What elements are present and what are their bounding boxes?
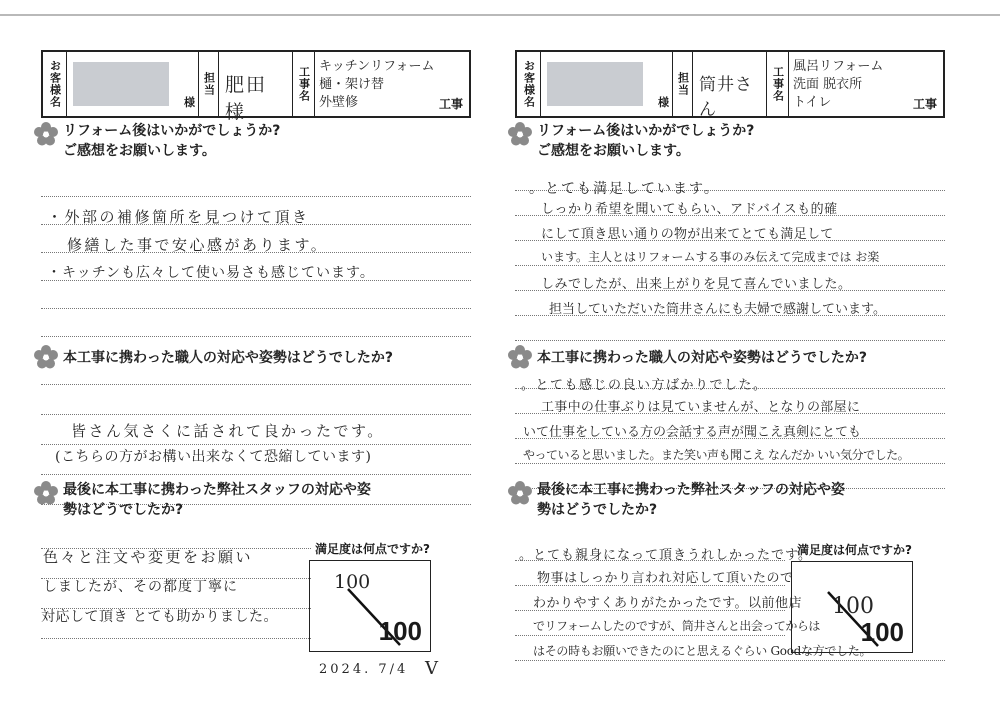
work-name-line: 風呂リフォーム <box>793 59 884 74</box>
answer-line: しましたが、その都度丁寧に <box>43 579 238 595</box>
question-3 <box>507 480 845 520</box>
satisfaction-label: 満足度は何点ですか? <box>315 542 430 556</box>
answer-line: 。とても親身になって頂きうれしかったです。 <box>519 548 812 563</box>
staff-field <box>693 52 767 120</box>
satisfaction-label: 満足度は何点ですか? <box>797 543 912 557</box>
survey-card-left <box>33 50 480 700</box>
answer-line: いて仕事をしている方の会話する声が聞こえ真剣にとても <box>523 425 862 440</box>
work-name-list <box>793 58 883 112</box>
answer-line: 担当していただいた筒井さんにも夫婦で感謝しています。 <box>549 302 886 317</box>
work-suffix: 工事 <box>912 97 937 111</box>
answer-line: 物事はしっかり言われ対応して頂いたので <box>537 571 794 586</box>
work-name-line: キッチンリフォーム <box>319 59 435 74</box>
work-name-field <box>315 52 469 116</box>
customer-name-label: お客様名 <box>43 52 67 116</box>
question-text: 最後に本工事に携わった弊社スタッフの対応や姿 <box>63 482 371 498</box>
question-text: 本工事に携わった職人の対応や姿勢はどうでしたか? <box>537 350 867 366</box>
question-text: 本工事に携わった職人の対応や姿勢はどうでしたか? <box>63 350 393 366</box>
answer-line: 色々と注文や変更をお願い <box>43 548 254 566</box>
answer-line: 工事中の仕事ぶりは見ていませんが、となりの部屋に <box>541 400 861 415</box>
work-name-line: 外壁修 <box>319 95 359 110</box>
answer-area-3 <box>41 548 311 638</box>
sakura-icon <box>507 344 533 370</box>
answer-area-1 <box>515 181 945 340</box>
work-name-line: 洗面 脱衣所 <box>793 77 863 92</box>
question-1 <box>33 121 280 161</box>
customer-name-field <box>67 52 199 116</box>
scan-top-edge <box>0 14 1000 16</box>
answer-line: しっかり希望を聞いてもらい、アドバイスも的確 <box>541 202 838 217</box>
answer-line: 対応して頂き とても助かりました。 <box>41 609 278 625</box>
question-2 <box>507 344 867 370</box>
question-text: 勢はどうでしたか? <box>63 502 184 518</box>
question-1 <box>507 121 754 161</box>
check-mark: V <box>425 658 438 679</box>
work-name-field <box>789 52 943 116</box>
survey-card-right <box>507 50 954 700</box>
staff-field <box>219 52 293 123</box>
answer-line: (こちらの方がお構い出来なくて恐縮しています) <box>55 449 372 465</box>
work-name-line: 樋・架け替 <box>319 77 385 92</box>
sakura-icon <box>33 121 59 147</box>
question-3 <box>33 480 371 520</box>
answer-line: はその時もお願いできたのにと思えるぐらい Goodな方でした。 <box>533 644 872 658</box>
question-text: 勢はどうでしたか? <box>537 502 658 518</box>
question-text: リフォーム後はいかがでしょうか? <box>63 123 281 139</box>
score-max: 100 <box>378 616 422 646</box>
sakura-icon <box>507 480 533 506</box>
honorific-label: 様 <box>184 96 195 109</box>
answer-line: 修繕した事で安心感があります。 <box>67 236 329 254</box>
answer-line: います。主人とはリフォームする事のみ伝えて完成までは お楽 <box>541 250 880 264</box>
staff-label: 担当 <box>673 52 693 116</box>
work-name-line: トイレ <box>793 95 832 110</box>
question-text: 最後に本工事に携わった弊社スタッフの対応や姿 <box>537 482 845 498</box>
score-max: 100 <box>860 617 904 647</box>
satisfaction-score: 100 <box>334 571 371 593</box>
answer-line: でリフォームしたのですが、筒井さんと出会ってからは <box>533 619 820 633</box>
answer-line: わかりやすくありがたかったです。以前他店 <box>533 596 802 611</box>
staff-name: 筒井さん <box>699 75 753 120</box>
staff-label: 担当 <box>199 52 219 116</box>
work-name-label: 工事名 <box>767 52 789 116</box>
question-text: リフォーム後はいかがでしょうか? <box>537 123 755 139</box>
staff-name: 肥田 様 <box>225 74 268 123</box>
header-table <box>41 50 471 123</box>
answer-line: にして頂き思い通りの物が出来てとても満足して <box>541 227 834 242</box>
answer-line: やっていると思いました。また笑い声も聞こえ なんだか いい気分でした。 <box>523 448 910 462</box>
answer-line: ・キッチンも広々して使い易さも感じています。 <box>47 265 375 281</box>
date-note: 2024. 7/4 <box>319 662 409 677</box>
answer-area-1 <box>41 196 471 336</box>
answer-line: 。とても感じの良い方ばかりでした。 <box>521 378 768 393</box>
redacted-name <box>73 62 169 106</box>
redacted-name <box>547 62 643 106</box>
customer-name-field <box>541 52 673 116</box>
customer-name-label: お客様名 <box>517 52 541 116</box>
satisfaction-box <box>309 560 431 652</box>
answer-line: しみでしたが、出来上がりを見て喜んでいました。 <box>541 277 852 292</box>
sakura-icon <box>507 121 533 147</box>
sakura-icon <box>33 480 59 506</box>
work-name-list <box>319 58 434 112</box>
sakura-icon <box>33 344 59 370</box>
question-2 <box>33 344 393 370</box>
answer-line: 皆さん気さくに話されて良かったです。 <box>71 422 385 440</box>
work-name-label: 工事名 <box>293 52 315 116</box>
answer-line: 。とても満足しています。 <box>529 181 720 197</box>
header-table <box>515 50 945 118</box>
satisfaction-box <box>791 561 913 653</box>
answer-line: ・外部の補修箇所を見つけて頂き <box>47 208 310 226</box>
question-text: ご感想をお願いします。 <box>537 143 690 159</box>
work-suffix: 工事 <box>438 97 463 111</box>
satisfaction-score: 100 <box>832 594 874 619</box>
question-text: ご感想をお願いします。 <box>63 143 216 159</box>
honorific-label: 様 <box>658 96 669 109</box>
answer-area-2 <box>515 378 945 490</box>
